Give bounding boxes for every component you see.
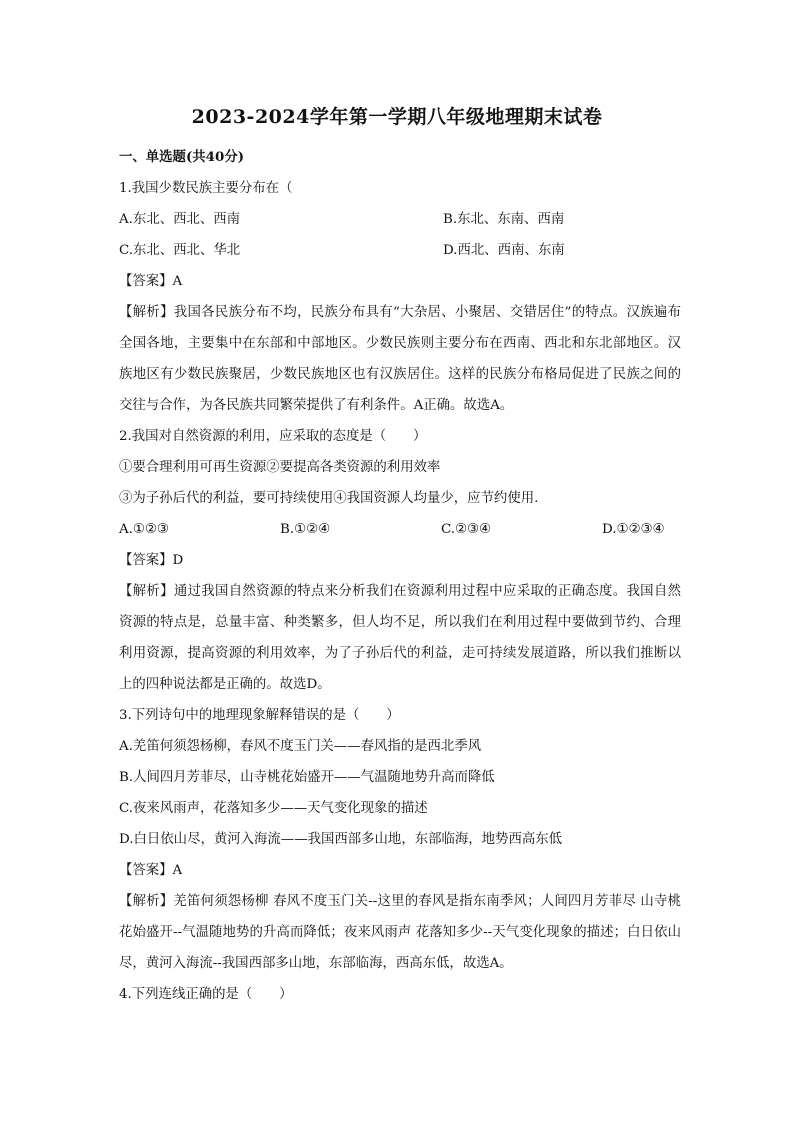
question-2-stem: 2.我国对自然资源的利用，应采取的态度是（ ） bbox=[119, 429, 427, 444]
question-1-option-c: C.东北、西北、华北 bbox=[119, 243, 241, 258]
question-2-answer: 【答案】D bbox=[119, 553, 184, 568]
question-3-stem: 3.下列诗句中的地理现象解释错误的是（ ） bbox=[119, 708, 400, 723]
question-3-analysis: 【解析】羌笛何须怨杨柳 春风不度玉门关--这里的春风是指东南季风；人间四月芳菲尽 山寺桃花始盛开--气温随地势的升高而降低；夜来风雨声 花落知多少--天气变化现象的描述；白日依山尽，黄河入海流--我国西部多山地，东部临海，西高东低，故选A。 bbox=[119, 894, 681, 971]
question-1-stem: 1.我国少数民族主要分布在（ bbox=[119, 181, 293, 196]
question-2-option-b: B.①②④ bbox=[280, 522, 331, 537]
question-3-option-b: B.人间四月芳菲尽，山寺桃花始盛开——气温随地势升高而降低 bbox=[119, 770, 495, 785]
question-2-options bbox=[119, 514, 681, 545]
question-1-options-row-2 bbox=[119, 235, 681, 266]
question-1-option-b: B.东北、东南、西南 bbox=[443, 212, 565, 227]
question-2-statement-1: ①要合理利用可再生资源②要提高各类资源的利用效率 bbox=[119, 460, 441, 475]
question-1-option-a: A.东北、西北、西南 bbox=[119, 212, 241, 227]
document-title: 2023-2024学年第一学期八年级地理期末试卷 bbox=[191, 106, 603, 128]
question-3-option-c: C.夜来风雨声，花落知多少——天气变化现象的描述 bbox=[119, 801, 428, 816]
question-2-option-d: D.①②③④ bbox=[602, 522, 665, 537]
question-2-option-a: A.①②③ bbox=[119, 522, 169, 537]
section-heading: 一、单选题(共40分) bbox=[119, 149, 245, 165]
question-2-analysis: 【解析】通过我国自然资源的特点来分析我们在资源利用过程中应采取的正确态度。我国自然资源的特点是，总量丰富、种类繁多，但人均不足，所以我们在利用过程中要做到节约、合理利用资源，提高资源的利用效率，为了子孙后代的利益，走可持续发展道路，所以我们推断以上的四种说法都是正确的。故选D。 bbox=[119, 584, 681, 692]
question-3-option-d: D.白日依山尽，黄河入海流——我国西部多山地，东部临海，地势西高东低 bbox=[119, 832, 563, 847]
question-2-option-c: C.②③④ bbox=[441, 522, 492, 537]
question-1-analysis: 【解析】我国各民族分布不均，民族分布具有“大杂居、小聚居、交错居住”的特点。汉族遍布全国各地，主要集中在东部和中部地区。少数民族则主要分布在西南、西北和东北部地区。汉族地区有少数民族聚居，少数民族地区也有汉族居住。这样的民族分布格局促进了民族之间的交往与合作，为各民族共同繁荣提供了有利条件。A正确。故选A。 bbox=[119, 305, 681, 413]
question-1-option-d: D.西北、西南、东南 bbox=[443, 243, 565, 258]
question-1-options-row-1 bbox=[119, 204, 681, 235]
question-3-option-a: A.羌笛何须怨杨柳，春风不度玉门关——春风指的是西北季风 bbox=[119, 739, 482, 754]
question-1-answer: 【答案】A bbox=[119, 274, 183, 289]
question-4-stem: 4.下列连线正确的是（ ） bbox=[119, 987, 293, 1002]
question-3-answer: 【答案】A bbox=[119, 863, 183, 878]
document-body bbox=[119, 142, 681, 1010]
question-2-statement-2: ③为子孙后代的利益，要可持续使用④我国资源人均量少，应节约使用. bbox=[119, 491, 539, 506]
